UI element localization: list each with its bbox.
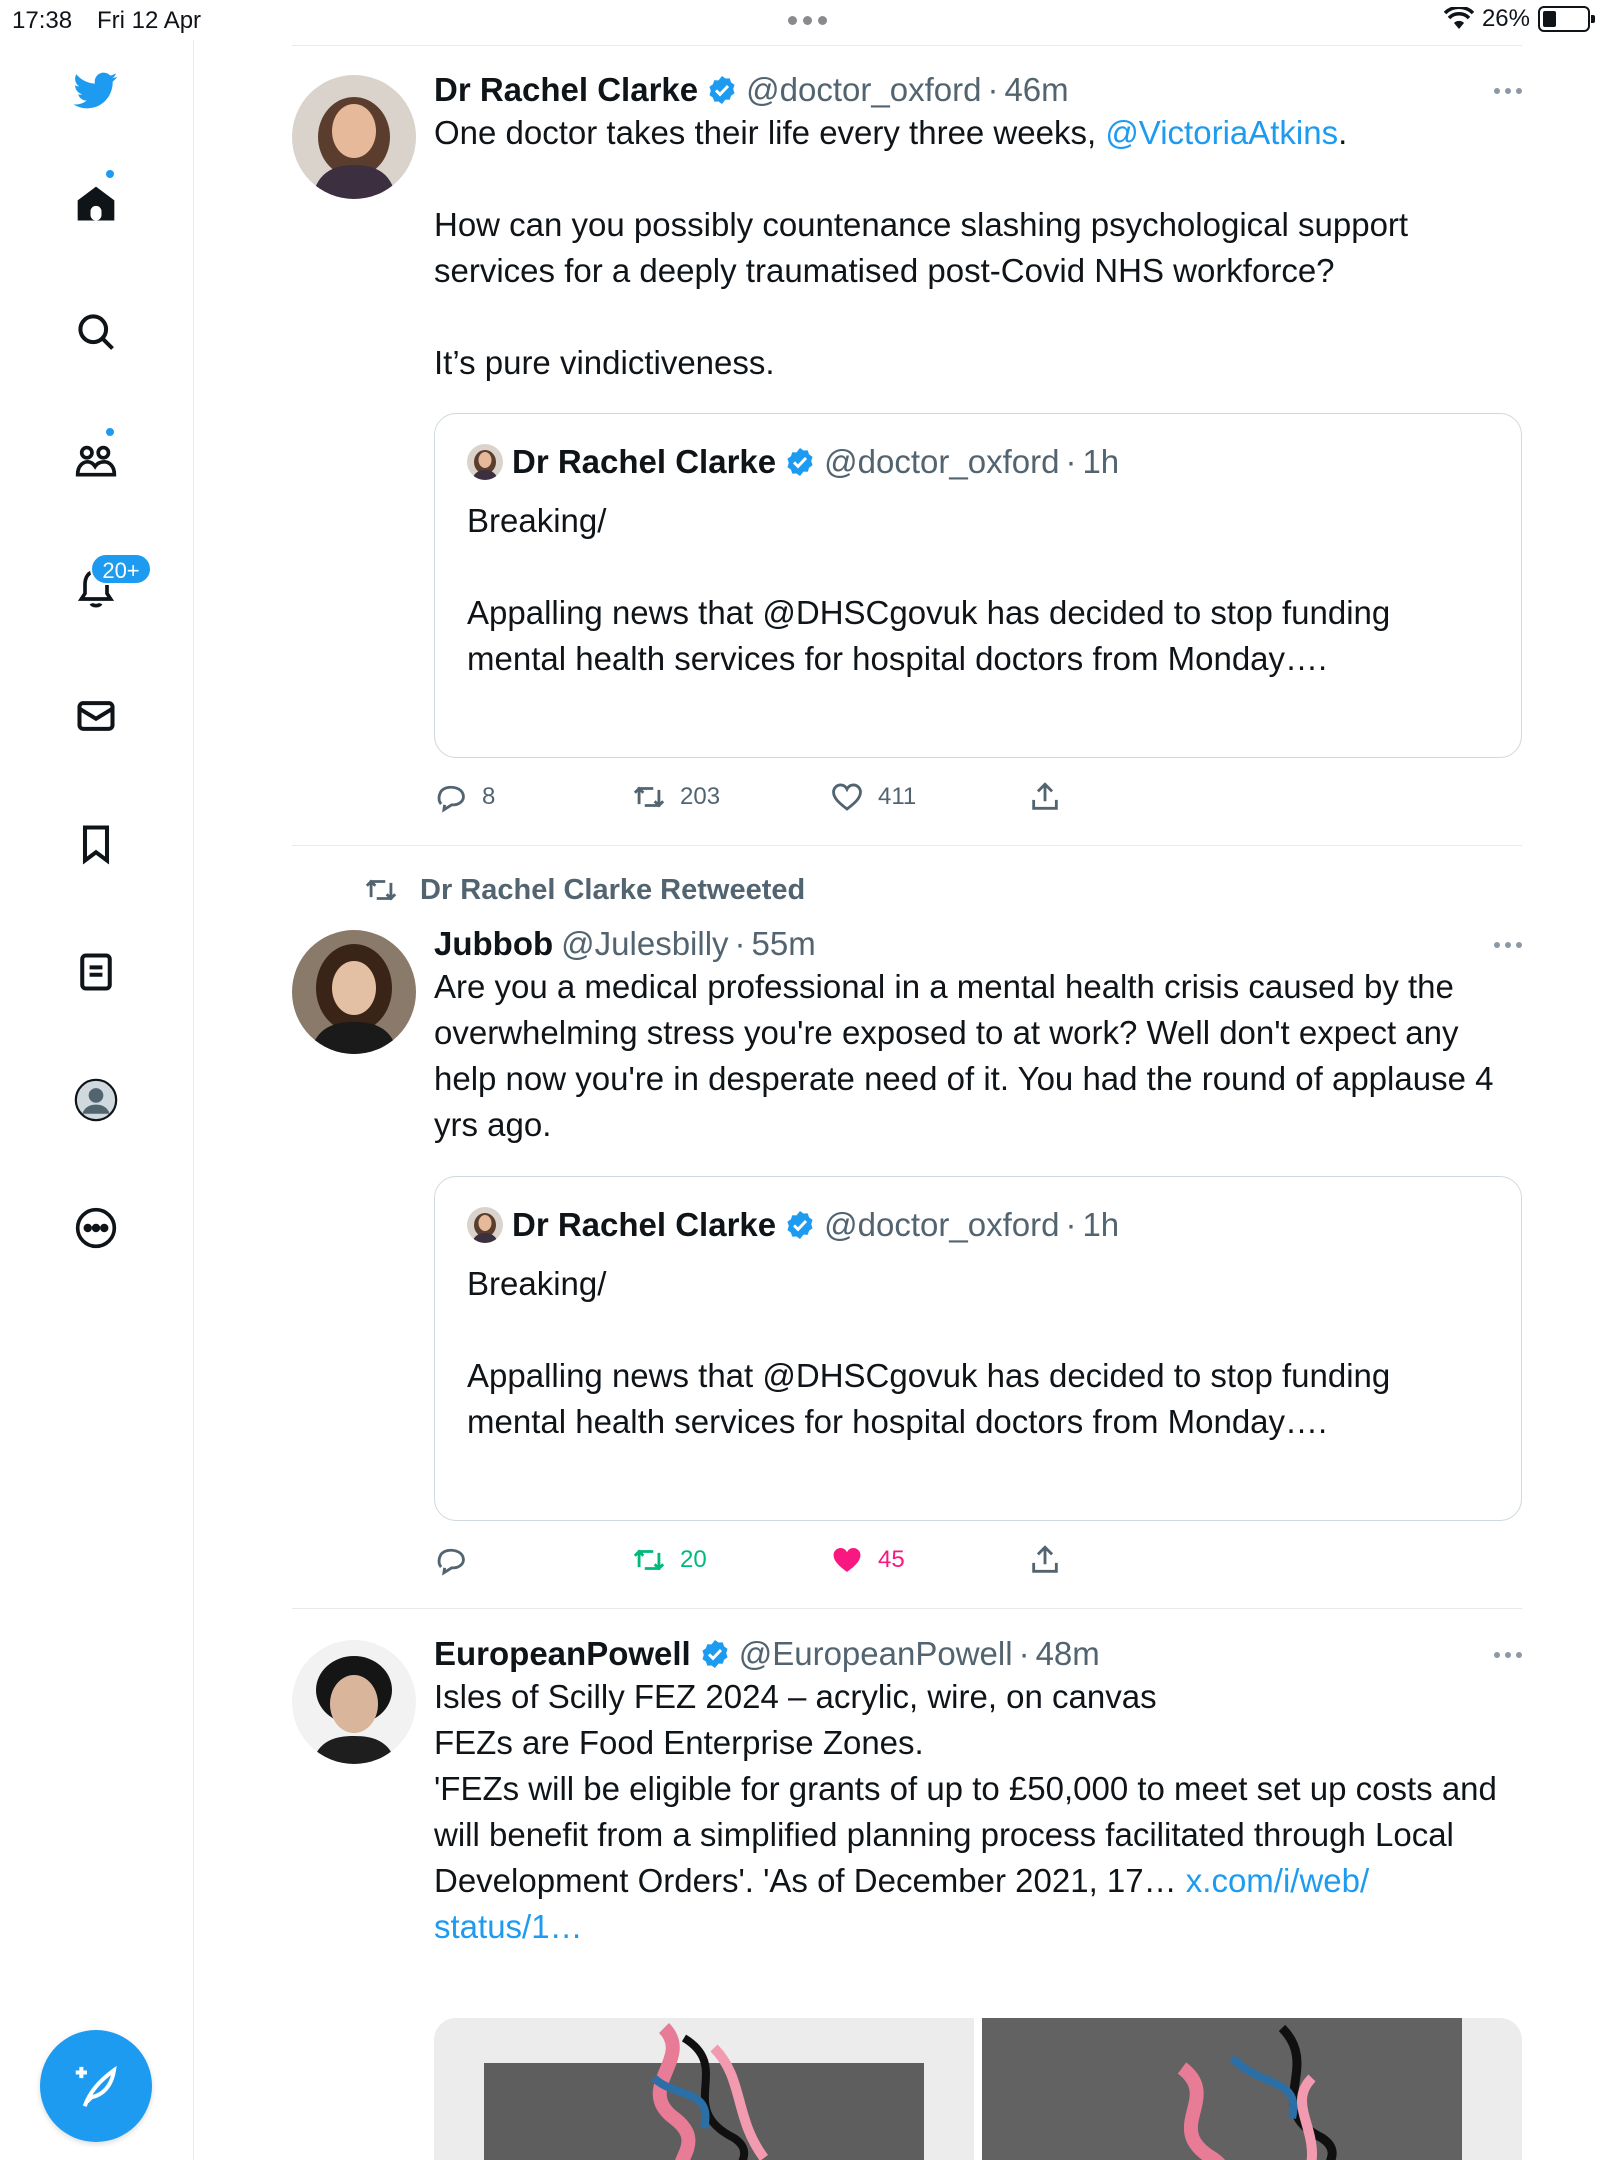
- verified-badge-icon: [699, 1638, 731, 1670]
- mention-link[interactable]: @VictoriaAtkins: [1105, 114, 1339, 151]
- author-handle[interactable]: @Julesbilly: [561, 925, 729, 962]
- like-count: 45: [878, 1546, 905, 1573]
- verified-badge-icon: [784, 446, 816, 478]
- like-button[interactable]: [830, 780, 916, 814]
- timeline-top-rule: [292, 45, 1522, 46]
- separator-dot: ·: [1065, 443, 1077, 480]
- quote-author-name: Dr Rachel Clarke: [512, 443, 777, 480]
- quote-time: 1h: [1082, 443, 1120, 480]
- verified-badge-icon: [784, 1209, 816, 1241]
- media-gallery[interactable]: [434, 2018, 1522, 2160]
- bookmarks-icon[interactable]: [68, 816, 124, 872]
- quote-avatar: [467, 1207, 503, 1243]
- communities-unread-dot: [104, 426, 116, 438]
- retweeted-by-label: Dr Rachel Clarke Retweeted: [420, 873, 806, 906]
- author-name[interactable]: Dr Rachel Clarke: [434, 71, 699, 108]
- retweet-button[interactable]: [632, 1543, 707, 1577]
- search-icon[interactable]: [68, 304, 124, 360]
- retweet-count: 20: [680, 1546, 707, 1573]
- quoted-tweet[interactable]: [434, 413, 1522, 758]
- separator-dot: ·: [734, 925, 746, 962]
- quote-avatar: [467, 444, 503, 480]
- retweet-icon: [632, 1543, 666, 1577]
- artwork-image[interactable]: [434, 2018, 974, 2160]
- status-date: Fri 12 Apr: [97, 7, 202, 34]
- author-name[interactable]: Jubbob: [434, 925, 554, 962]
- multitasking-dots[interactable]: [788, 16, 827, 25]
- heart-icon: [830, 780, 864, 814]
- tweet-text: Are you a medical professional in a mental health crisis caused by the overwhelming stress you're exposed to at work? Well don't expect any help now you're in desperate need of it. You had the round of applause 4 yrs ago.: [434, 968, 1503, 1143]
- quote-author-handle: @doctor_oxford: [824, 443, 1060, 480]
- status-right: [1444, 5, 1590, 33]
- lists-icon[interactable]: [68, 944, 124, 1000]
- reply-count: 8: [482, 783, 496, 810]
- like-button[interactable]: [830, 1543, 905, 1577]
- feather-plus-icon: [69, 2059, 123, 2113]
- twitter-logo-icon[interactable]: [68, 62, 124, 118]
- show-more-link[interactable]: x.com/i/web/ status/1…: [434, 1862, 1370, 1945]
- more-options-icon[interactable]: [1494, 942, 1522, 948]
- quote-header: [467, 442, 1119, 482]
- artwork-image[interactable]: [982, 2018, 1522, 2160]
- more-icon[interactable]: [68, 1200, 124, 1256]
- tweet-header: [434, 924, 1522, 964]
- tweet-body: [434, 70, 1522, 386]
- retweet-button[interactable]: [632, 780, 720, 814]
- messages-icon[interactable]: [68, 688, 124, 744]
- share-button[interactable]: [1028, 780, 1062, 814]
- retweet-icon: [364, 873, 398, 907]
- tweet-time[interactable]: 48m: [1035, 1635, 1100, 1672]
- reply-button[interactable]: [434, 780, 495, 814]
- separator-dot: ·: [1018, 1635, 1030, 1672]
- avatar[interactable]: [292, 1640, 416, 1764]
- share-icon: [1028, 1543, 1062, 1577]
- tweet-time[interactable]: 46m: [1004, 71, 1069, 108]
- tweet-divider: [292, 1608, 1522, 1609]
- retweeted-by[interactable]: [364, 873, 805, 907]
- share-button[interactable]: [1028, 1543, 1062, 1577]
- tweet-body: [434, 924, 1522, 1148]
- author-handle[interactable]: @EuropeanPowell: [738, 1635, 1013, 1672]
- tweet-header: [434, 1634, 1522, 1674]
- share-icon: [1028, 780, 1062, 814]
- tweet-divider: [292, 845, 1522, 846]
- quoted-tweet[interactable]: [434, 1176, 1522, 1521]
- author-handle[interactable]: @doctor_oxford: [746, 71, 982, 108]
- more-options-icon[interactable]: [1494, 1652, 1522, 1658]
- reply-button[interactable]: [434, 1543, 468, 1577]
- quote-text: Breaking/ Appalling news that @DHSCgovuk has decided to stop funding mental health services for hospital doctors from Monday….: [467, 502, 1391, 677]
- quote-header: [467, 1205, 1119, 1245]
- quote-text: Breaking/ Appalling news that @DHSCgovuk has decided to stop funding mental health services for hospital doctors from Monday….: [467, 1265, 1391, 1440]
- heart-filled-icon: [830, 1543, 864, 1577]
- avatar[interactable]: [292, 75, 416, 199]
- compose-tweet-button[interactable]: [40, 2030, 152, 2142]
- quote-time: 1h: [1082, 1206, 1120, 1243]
- reply-icon: [434, 1543, 468, 1577]
- battery-icon: [1538, 6, 1590, 32]
- tweet-text: Isles of Scilly FEZ 2024 – acrylic, wire, on canvas FEZs are Food Enterprise Zones. 'FEZs will be eligible for grants of up to £50,000 to meet set up costs and will benefit from a simplified planning process facilitated through Local Development Orders'. 'As of December 2021, 17… x.com/i/web/ status/1…: [434, 1678, 1497, 1945]
- communities-icon[interactable]: [68, 432, 124, 488]
- separator-dot: ·: [987, 71, 999, 108]
- notifications-badge: 20+: [90, 553, 152, 585]
- tweet-actions: [434, 780, 1334, 820]
- author-name[interactable]: EuropeanPowell: [434, 1635, 691, 1672]
- wifi-icon: [1444, 7, 1474, 31]
- status-bar: [0, 0, 1620, 40]
- status-time: 17:38: [12, 7, 73, 34]
- reply-icon: [434, 780, 468, 814]
- home-unread-dot: [104, 168, 116, 180]
- battery-percent: 26%: [1481, 5, 1530, 32]
- separator-dot: ·: [1065, 1206, 1077, 1243]
- home-icon[interactable]: [68, 176, 124, 232]
- verified-badge-icon: [706, 74, 738, 106]
- retweet-count: 203: [680, 783, 721, 810]
- like-count: 411: [878, 783, 917, 810]
- tweet-header: [434, 70, 1522, 110]
- quote-author-name: Dr Rachel Clarke: [512, 1206, 777, 1243]
- tweet-body: [434, 1634, 1522, 1950]
- more-options-icon[interactable]: [1494, 88, 1522, 94]
- tweet-time[interactable]: 55m: [751, 925, 816, 962]
- profile-icon[interactable]: [68, 1072, 124, 1128]
- retweet-icon: [632, 780, 666, 814]
- tweet-text: One doctor takes their life every three weeks, @VictoriaAtkins. How can you possibly countenance slashing psychological support services for a deeply traumatised post-Covid NHS workforce? It’s pure vindictiveness.: [434, 114, 1409, 381]
- tweet-actions: [434, 1543, 1334, 1583]
- avatar[interactable]: [292, 930, 416, 1054]
- quote-author-handle: @doctor_oxford: [824, 1206, 1060, 1243]
- sidebar: [0, 40, 194, 2160]
